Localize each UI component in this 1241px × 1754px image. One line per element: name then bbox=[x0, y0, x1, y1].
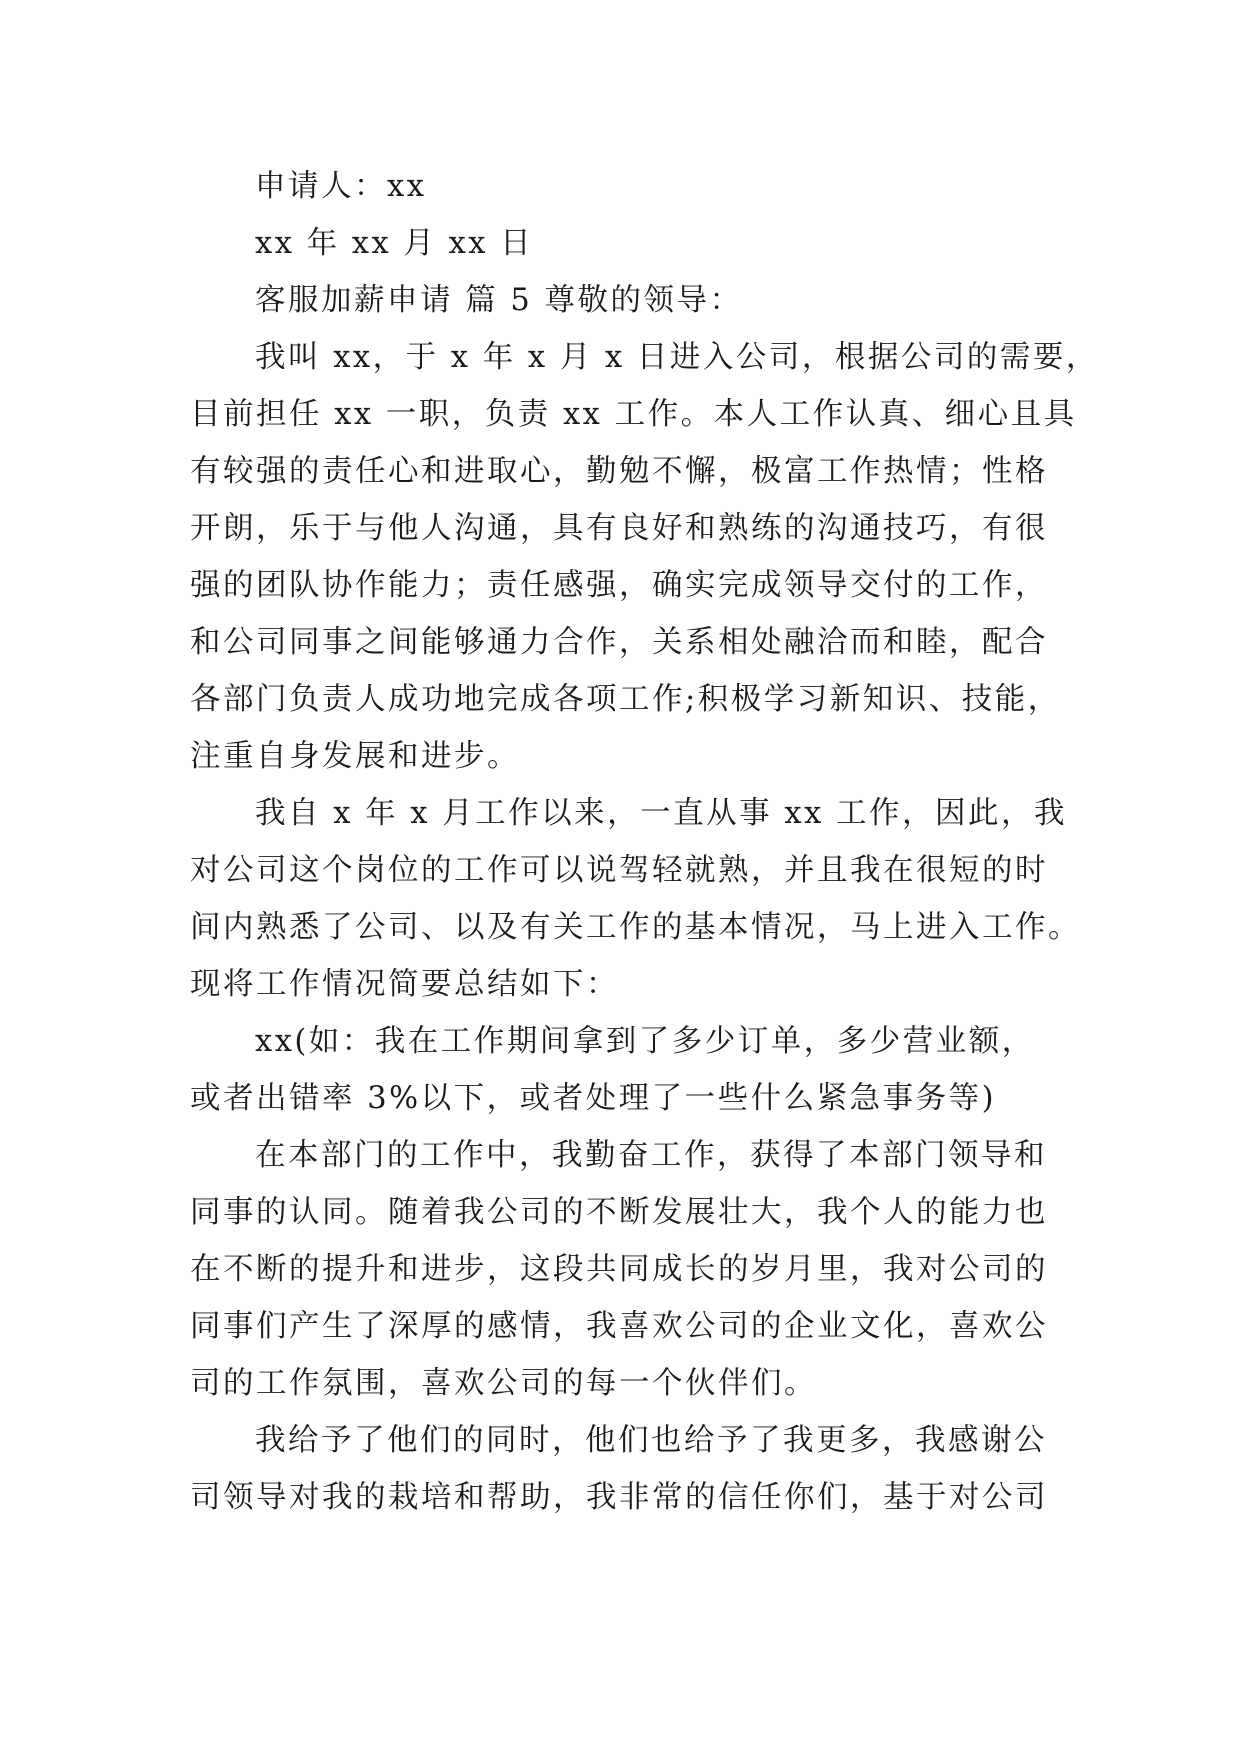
paragraph-line: 同事的认同。随着我公司的不断发展壮大，我个人的能力也 bbox=[190, 1195, 1048, 1230]
paragraph-line: 注重自身发展和进步。 bbox=[190, 739, 520, 774]
paragraph-line: 目前担任 xx 一职，负责 xx 工作。本人工作认真、细心且具 bbox=[190, 397, 1077, 432]
paragraph-line: 有较强的责任心和进取心，勤勉不懈，极富工作热情；性格 bbox=[190, 454, 1048, 489]
paragraph-line: 开朗，乐于与他人沟通，具有良好和熟练的沟通技巧，有很 bbox=[190, 511, 1048, 546]
paragraph-line: 我自 x 年 x 月工作以来，一直从事 xx 工作，因此，我 bbox=[255, 796, 1067, 831]
paragraph-line: 在不断的提升和进步，这段共同成长的岁月里，我对公司的 bbox=[190, 1252, 1048, 1287]
paragraph-line: 对公司这个岗位的工作可以说驾轻就熟，并且我在很短的时 bbox=[190, 853, 1048, 888]
paragraph-line: 强的团队协作能力；责任感强，确实完成领导交付的工作， bbox=[190, 568, 1048, 603]
paragraph-line: 间内熟悉了公司、以及有关工作的基本情况，马上进入工作。 bbox=[190, 910, 1081, 945]
title-salutation-line: 客服加薪申请 篇 5 尊敬的领导： bbox=[255, 283, 743, 318]
paragraph-line: 我给予了他们的同时，他们也给予了我更多，我感谢公 bbox=[255, 1423, 1047, 1458]
paragraph-line: 同事们产生了深厚的感情，我喜欢公司的企业文化，喜欢公 bbox=[190, 1309, 1048, 1344]
paragraph-gratitude bbox=[190, 1412, 1070, 1526]
paragraph-self-introduction bbox=[190, 329, 1099, 785]
paragraph-line: 现将工作情况简要总结如下： bbox=[190, 967, 619, 1002]
paragraph-line: xx(如：我在工作期间拿到了多少订单，多少营业额， bbox=[255, 1024, 1035, 1059]
document-body bbox=[190, 158, 1099, 1526]
paragraph-line: 司的工作氛围，喜欢公司的每一个伙伴们。 bbox=[190, 1366, 817, 1401]
paragraph-line: 和公司同事之间能够通力合作，关系相处融洽而和睦，配合 bbox=[190, 625, 1048, 660]
paragraph-line: 或者出错率 3%以下，或者处理了一些什么紧急事务等) bbox=[190, 1081, 996, 1116]
date-line: xx 年 xx 月 xx 日 bbox=[255, 226, 534, 261]
paragraph-line: 在本部门的工作中，我勤奋工作，获得了本部门领导和 bbox=[255, 1138, 1047, 1173]
paragraph-line: 各部门负责人成功地完成各项工作;积极学习新知识、技能， bbox=[190, 682, 1061, 717]
paragraph-line: 我叫 xx，于 x 年 x 月 x 日进入公司，根据公司的需要， bbox=[255, 340, 1099, 375]
paragraph-department-recognition bbox=[190, 1127, 1070, 1412]
paragraph-work-history bbox=[190, 785, 1081, 1013]
applicant-line: 申请人：xx bbox=[255, 169, 427, 204]
paragraph-achievements bbox=[190, 1013, 1070, 1127]
paragraph-line: 司领导对我的栽培和帮助，我非常的信任你们，基于对公司 bbox=[190, 1480, 1048, 1515]
